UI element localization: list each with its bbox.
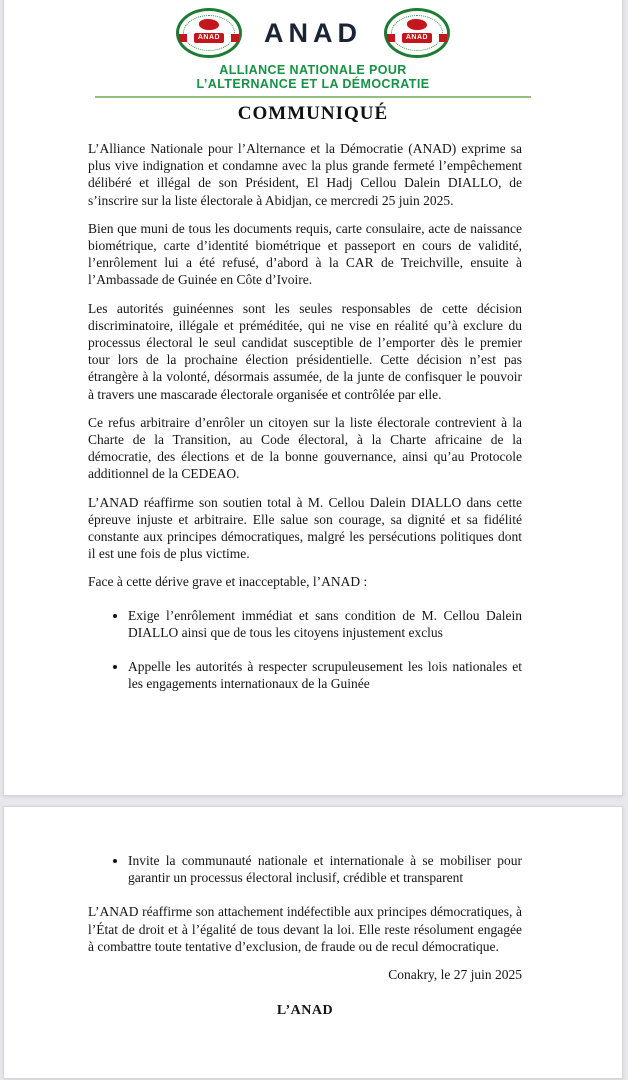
page2-body	[88, 852, 522, 1019]
paragraph-6-lead-in: Face à cette dérive grave et inacceptable, l’ANAD :	[88, 574, 368, 590]
closing-paragraph: L’ANAD réaffirme son attachement indéfectible aux principes démocratiques, à l’État de droit et à l’égalité de tous devant la loi. Elle reste résolument engagée à combattre toute tentative d’exclusion, de fraude ou de recul démocratique.	[88, 904, 522, 954]
seal-band-block	[387, 34, 395, 42]
seal-band	[179, 32, 239, 44]
demands-list	[88, 607, 522, 693]
paragraph-4: Ce refus arbitraire d’enrôler un citoyen sur la liste électorale contrevient à la Charte de la Transition, au Code électoral, à la Charte africaine de la démocratie, des élections et de la bonne gouvernance, ainsi qu’au Protocole additionnel de la CEDEAO.	[88, 414, 522, 482]
document-title: COMMUNIQUÉ	[237, 103, 389, 124]
org-name-line2: L’ALTERNANCE ET LA DÉMOCRATIE	[196, 77, 430, 91]
logo-row	[4, 7, 622, 59]
header-divider	[95, 96, 531, 98]
org-acronym: ANAD	[264, 17, 362, 48]
seal-band-block	[231, 34, 239, 42]
paragraph-2: Bien que muni de tous les documents requis, carte consulaire, acte de naissance biométrique, carte d’identité biométrique et passeport en cours de validité, l’enrôlement lui a été refusé, d’abord à la CAR de Treichville, ensuite à l’Ambassade de Guinée en Côte d’Ivoire.	[88, 220, 522, 288]
paragraph-3: Les autorités guinéennes sont les seules responsables de cette décision discriminatoire, illégale et préméditée, qui ne vise en réalité qu’à exclure du processus électoral le seul candidat susceptible de l’emporter dès le premier tour lors de la prochaine élection présidentielle. Cette décision n’est pas étrangère à la volonté, désormais assumée, de la junte de confisquer le pouvoir à travers une mascarade électorale organisée et contrôlée par elle.	[88, 300, 522, 402]
seal-band-label: ANAD	[194, 33, 224, 43]
document-header	[4, 0, 622, 98]
page-1	[3, 0, 623, 796]
anad-seal-left-icon	[176, 8, 242, 58]
signature: L’ANAD	[276, 1003, 334, 1019]
seal-band-block	[439, 34, 447, 42]
seal-band-label: ANAD	[402, 33, 432, 43]
seal-band-block	[179, 34, 187, 42]
demands-list-continued	[88, 852, 522, 886]
paragraph-1: L’Alliance Nationale pour l’Alternance et la Démocratie (ANAD) exprime sa plus vive indignation et condamne avec la plus grande fermeté l’empêchement délibéré et illégal de son Président, El Hadj Cellou Dalein DIALLO, de s’inscrire sur la liste électorale à Abidjan, ce mercredi 25 juin 2025.	[88, 141, 522, 208]
list-item-exige: • Exige l’enrôlement immédiat et sans condition de M. Cellou Dalein DIALLO ainsi que de tous les citoyens injustement exclus	[128, 607, 522, 641]
page-2	[3, 806, 623, 1079]
guinea-map-icon	[199, 19, 219, 30]
list-item-appelle: • Appelle les autorités à respecter scrupuleusement les lois nationales et les engagements internationaux de la Guinée	[128, 658, 522, 692]
list-item-invite: • Invite la communauté nationale et internationale à se mobiliser pour garantir un processus électoral inclusif, crédible et transparent	[128, 852, 522, 886]
paragraph-5: L’ANAD réaffirme son soutien total à M. Cellou Dalein DIALLO dans cette épreuve injuste et arbitraire. Elle salue son courage, sa dignité et sa fidélité constante aux principes démocratiques, malgré les persécutions politiques dont il est une fois de plus victime.	[88, 494, 522, 562]
page1-body	[88, 140, 522, 692]
seal-band	[387, 32, 447, 44]
guinea-map-icon	[407, 19, 427, 30]
dateline: Conakry, le 27 juin 2025	[388, 967, 522, 983]
anad-seal-right-icon	[384, 8, 450, 58]
org-name-line1: ALLIANCE NATIONALE POUR	[219, 63, 407, 77]
